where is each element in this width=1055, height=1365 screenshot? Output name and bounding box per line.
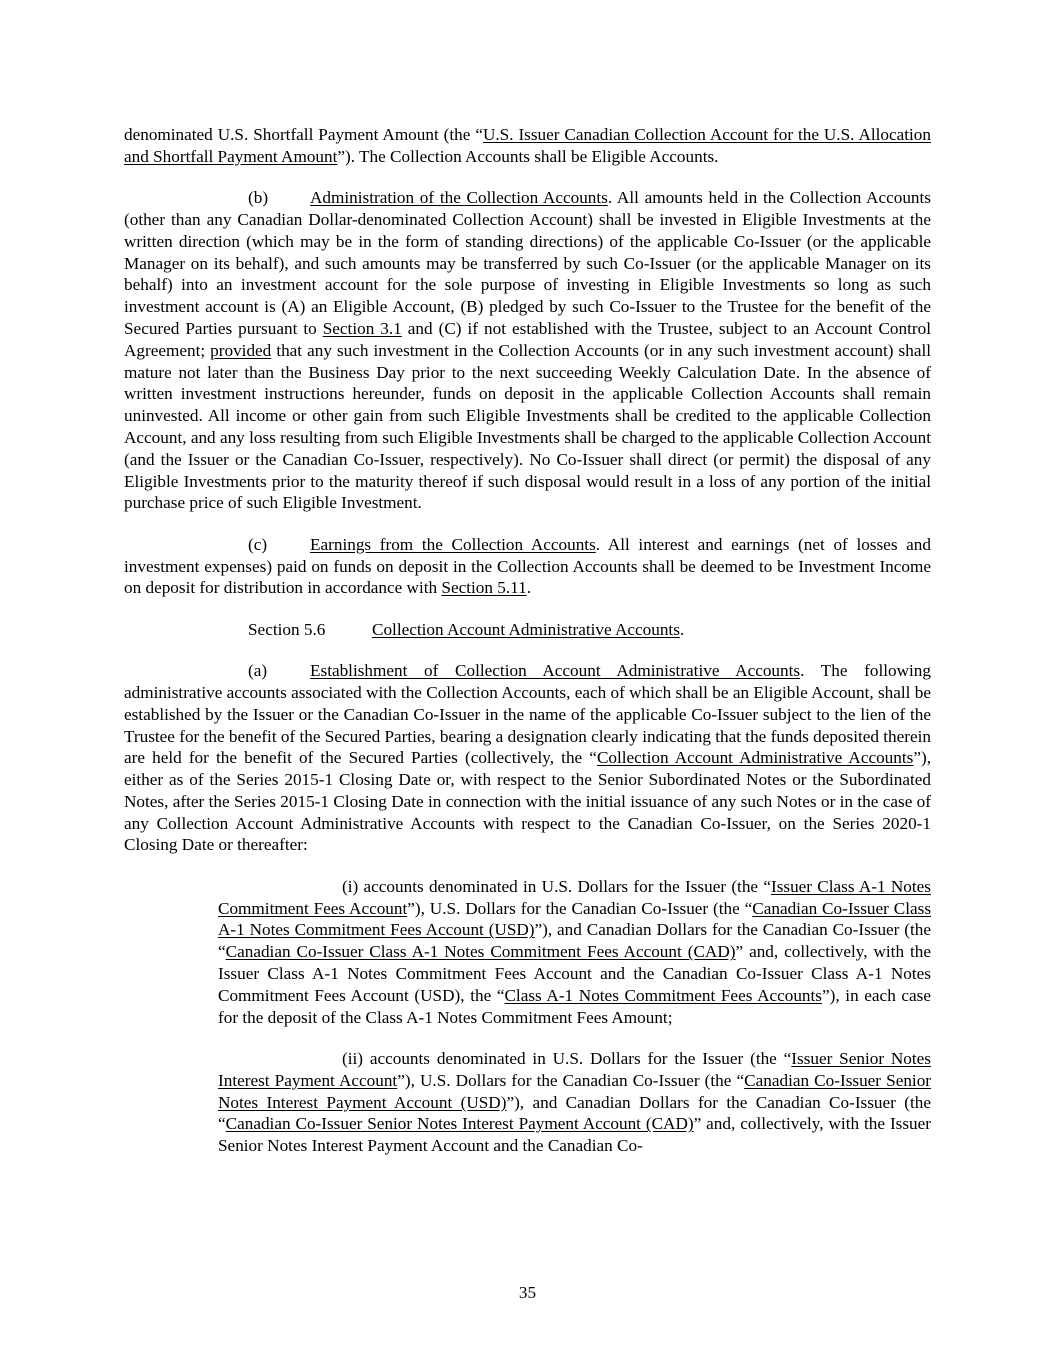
section-number: Section 5.6 xyxy=(248,619,326,639)
text-run: ”), either as of the Series 2015-1 Closing Date or, with respect to the Senior Subordinated Notes or the Subordinated Notes, after the Series 2015-1 Closing Date in connection with the initial issuance of any such Notes or in the case of any Collection Account Administrative Accounts with respect to the Canadian Co-Issuer, on the Series 2020-1 Closing Date or thereafter: xyxy=(124,748,931,855)
clause-label: (b) xyxy=(248,188,269,208)
section-reference: Section 3.1 xyxy=(322,318,402,338)
clause-heading: Earnings from the Collection Accounts xyxy=(310,534,596,554)
text-run: accounts denominated in U.S. Dollars for the Issuer (the “ xyxy=(358,876,771,896)
defined-term: Issuer Senior Notes Interest Payment Account xyxy=(218,1049,931,1090)
text-run: ”), U.S. Dollars for the Canadian Co-Issuer (the “ xyxy=(407,898,753,918)
defined-term: Canadian Co-Issuer Senior Notes Interest Payment Account (CAD) xyxy=(225,1114,694,1134)
paragraph-i xyxy=(218,876,931,1029)
text-run: ”), and Canadian Dollars for the Canadian Co-Issuer (the “ xyxy=(218,920,931,962)
clause-label: (c) xyxy=(248,534,268,554)
clause-heading: Administration of the Collection Accounts xyxy=(310,188,608,208)
defined-term: Canadian Co-Issuer Senior Notes Interest Payment Account (USD) xyxy=(218,1070,932,1112)
text-run: ” and, collectively, with the Issuer Senior Notes Interest Payment Account and the Canadian Co- xyxy=(218,1114,931,1156)
defined-term: Collection Account Administrative Accounts xyxy=(596,748,914,768)
section-reference: Section 5.11 xyxy=(441,578,527,598)
paragraph-ii xyxy=(218,1048,931,1157)
text-run: . The following administrative accounts associated with the Collection Accounts, each of which shall be an Eligible Account, shall be established by the Issuer or the Canadian Co-Issuer in the name of the applicable Co-Issuer subject to the lien of the Trustee for the benefit of the Secured Parties, bearing a designation clearly indicating that the funds deposited therein are held for the benefit of the Secured Parties (collectively, the “ xyxy=(124,661,931,768)
section-title: Collection Account Administrative Accounts xyxy=(372,619,680,639)
defined-term: Canadian Co-Issuer Class A-1 Notes Commitment Fees Account (CAD) xyxy=(225,942,736,962)
document-page xyxy=(124,124,931,1177)
paragraph-b xyxy=(124,187,931,514)
defined-term: Canadian Co-Issuer Class A-1 Notes Commitment Fees Account (USD) xyxy=(218,898,932,940)
text-run: ”), in each case for the deposit of the Class A-1 Notes Commitment Fees Amount; xyxy=(218,985,932,1027)
clause-label: (ii) xyxy=(342,1049,363,1069)
paragraph-c xyxy=(124,534,931,599)
defined-term: U.S. Issuer Canadian Collection Account for the U.S. Allocation and Shortfall Payment Amount xyxy=(124,125,931,166)
text-run: . xyxy=(679,619,685,639)
text-run: ” and, collectively, with the Issuer Class A-1 Notes Commitment Fees Account and the Canadian Co-Issuer Class A-1 Notes Commitment Fees Account (USD), the “ xyxy=(218,942,932,1005)
text-run: denominated U.S. Shortfall Payment Amount (the “ xyxy=(124,125,483,144)
text-run: accounts denominated in U.S. Dollars for the Issuer (the “ xyxy=(363,1049,792,1069)
paragraph-a xyxy=(124,660,931,856)
clause-heading: Establishment of Collection Account Administrative Accounts xyxy=(310,661,801,681)
section-heading xyxy=(248,619,931,641)
text-run: ”), and Canadian Dollars for the Canadian Co-Issuer (the “ xyxy=(218,1092,931,1134)
proviso-term: provided xyxy=(210,340,272,360)
text-run: . All interest and earnings (net of losses and investment expenses) paid on funds on deposit in the Collection Accounts shall be deemed to be Investment Income on deposit for distribution in accordance with xyxy=(124,534,931,598)
text-run: and (C) if not established with the Trustee, subject to an Account Control Agreement; xyxy=(124,318,931,360)
defined-term: Issuer Class A-1 Notes Commitment Fees Account xyxy=(218,876,931,918)
clause-label: (a) xyxy=(248,661,268,681)
defined-term: Class A-1 Notes Commitment Fees Accounts xyxy=(504,985,822,1005)
text-run: that any such investment in the Collection Accounts (or in any such investment account) shall mature not later than the Business Day prior to the next succeeding Weekly Calculation Date. In the absence of written investment instructions hereunder, funds on deposit in the applicable Collection Accounts shall remain uninvested. All income or other gain from such Eligible Investments shall be credited to the applicable Collection Account, and any loss resulting from such Eligible Investments shall be charged to the applicable Collection Account (and the Issuer or the Canadian Co-Issuer, respectively). No Co-Issuer shall direct (or permit) the disposal of any Eligible Investments prior to the maturity thereof if such disposal would result in a loss of any portion of the initial purchase price of such Eligible Investment. xyxy=(124,340,931,513)
text-run: . xyxy=(526,578,532,598)
clause-label: (i) xyxy=(342,876,359,896)
paragraph-continuation xyxy=(124,124,931,168)
text-run: ”), U.S. Dollars for the Canadian Co-Issuer (the “ xyxy=(397,1070,745,1090)
text-run: ”). The Collection Accounts shall be Eligible Accounts. xyxy=(337,146,719,166)
text-run: . All amounts held in the Collection Accounts (other than any Canadian Dollar-denominated Collection Account) shall be invested in Eligible Investments at the written direction (which may be in the form of standing directions) of the applicable Co-Issuer (or the applicable Manager on its behalf), and such amounts may be transferred by such Co-Issuer (or the applicable Manager on its behalf) into an investment account for the sole purpose of investing in Eligible Investments so long as such investment account is (A) an Eligible Account, (B) pledged by such Co-Issuer to the Trustee for the benefit of the Secured Parties pursuant to xyxy=(124,188,931,338)
page-number: 35 xyxy=(518,1283,537,1302)
